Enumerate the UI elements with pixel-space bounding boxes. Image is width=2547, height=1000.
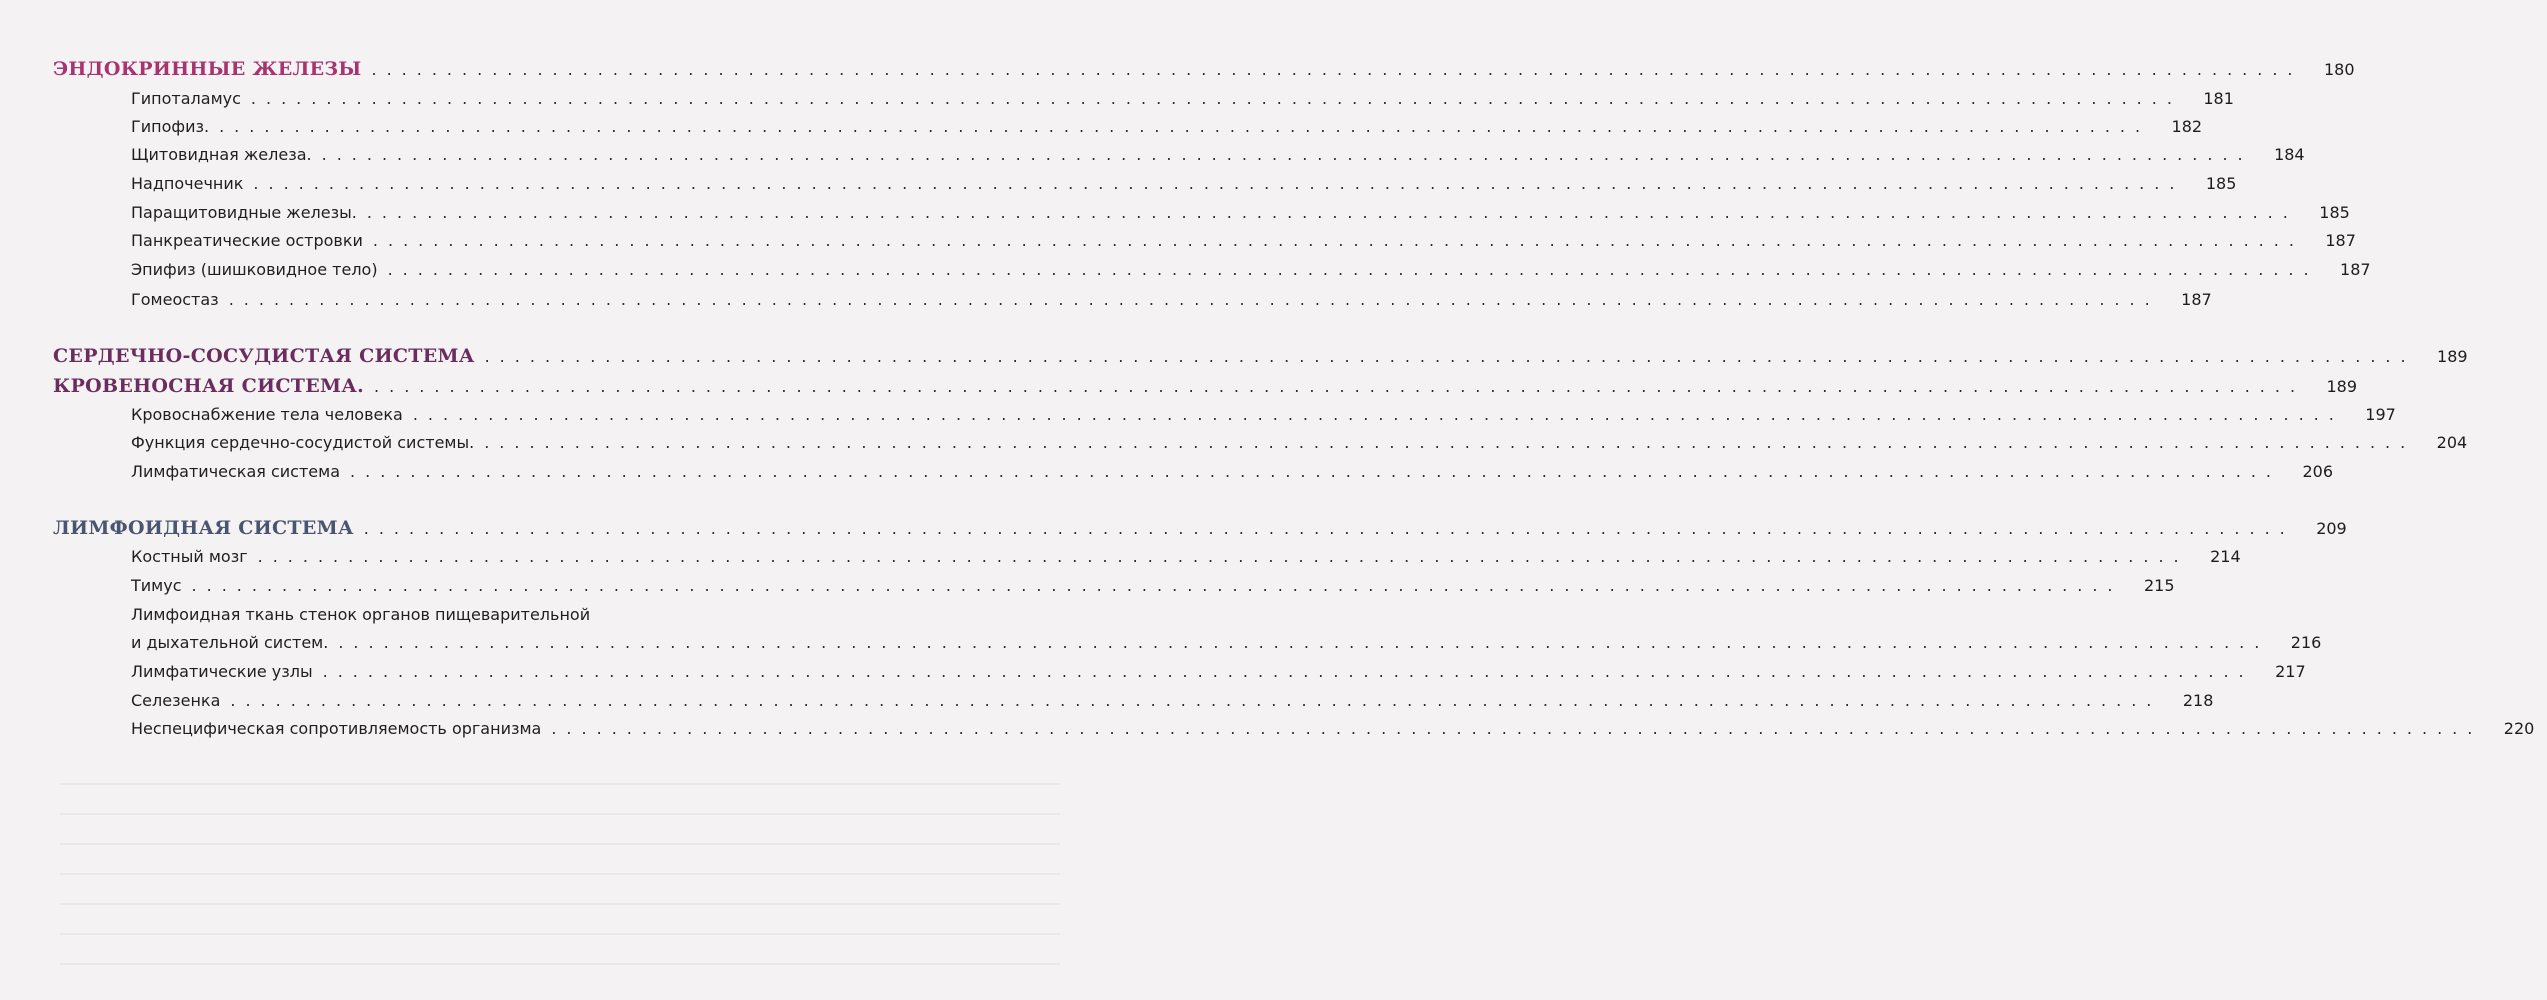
section-title: КРОВЕНОСНАЯ СИСТЕМА. [53, 375, 365, 397]
dot-leader: ................................................................................................................................ [412, 405, 2344, 424]
page-number: 185 [2205, 174, 2237, 193]
toc-item [0, 719, 2535, 738]
dot-leader: ................................................................................................................................ [484, 347, 2416, 366]
item-label: Надпочечник [131, 174, 244, 193]
page-number: 215 [2143, 576, 2175, 595]
page-number: 216 [2290, 633, 2322, 652]
item-label: Гипофиз. [131, 117, 210, 136]
page-number: 187 [2181, 290, 2212, 309]
item-label: Щитовидная железа. [131, 145, 312, 164]
item-label: Селезенка [131, 691, 221, 710]
dot-leader: ................................................................................................................................ [363, 519, 2295, 538]
item-label: Гомеостаз [131, 290, 219, 309]
toc-item [0, 662, 2306, 681]
dot-leader: ................................................................................................................................ [250, 89, 2182, 108]
toc-item [0, 117, 2203, 136]
toc-item [0, 290, 2212, 309]
toc-item [0, 462, 2334, 481]
page-number: 197 [2365, 405, 2396, 424]
section-title: ЭНДОКРИННЫЕ ЖЕЛЕЗЫ [53, 58, 362, 80]
item-label: Лимфатическая система [131, 462, 341, 481]
toc-section-blood [0, 375, 2358, 397]
dot-leader: ................................................................................................................................ [350, 462, 2282, 481]
page-number: 181 [2203, 89, 2234, 108]
toc-item [0, 145, 2305, 164]
dot-leader: ................................................................................................................................ [371, 60, 2303, 79]
item-label: и дыхательной систем. [131, 633, 329, 652]
section-title: ЛИМФОИДНАЯ СИСТЕМА [53, 517, 354, 539]
dot-leader: ................................................................................................................................ [228, 290, 2160, 309]
page-number: 189 [2437, 347, 2468, 366]
toc-item [0, 260, 2371, 279]
dot-leader: ................................................................................................................................ [321, 145, 2253, 164]
toc-item [0, 405, 2396, 424]
page-number: 187 [2340, 260, 2371, 279]
toc-item [0, 691, 2214, 710]
page-number: 187 [2325, 231, 2356, 250]
toc-item [0, 547, 2241, 566]
dot-leader: ................................................................................................................................ [374, 377, 2306, 396]
dot-leader: ................................................................................................................................ [230, 691, 2162, 710]
dot-leader: ................................................................................................................................ [387, 260, 2319, 279]
page-number: 209 [2316, 519, 2347, 538]
toc-item [0, 633, 2322, 652]
page-number: 184 [2274, 145, 2305, 164]
toc-section-lymphoid [0, 517, 2347, 539]
toc-item [0, 174, 2237, 193]
item-label: Эпифиз (шишковидное тело) [131, 260, 378, 279]
dot-leader: ................................................................................................................................ [191, 576, 2123, 595]
page-number: 220 [2503, 719, 2535, 738]
section-title: СЕРДЕЧНО-СОСУДИСТАЯ СИСТЕМА [53, 345, 475, 367]
dot-leader: ................................................................................................................................ [551, 719, 2483, 738]
dot-leader: ................................................................................................................................ [372, 231, 2304, 250]
item-label-line1: Лимфоидная ткань стенок органов пищеварительной [131, 605, 591, 624]
item-label: Паращитовидные железы. [131, 203, 357, 222]
item-label: Гипоталамус [131, 89, 241, 108]
toc-item [0, 89, 2234, 108]
item-label: Функция сердечно-сосудистой системы. [131, 433, 475, 452]
page-number: 182 [2171, 117, 2203, 136]
toc-item [0, 576, 2175, 595]
show-through-texture [60, 765, 1060, 965]
dot-leader: ................................................................................................................................ [338, 633, 2270, 652]
page-number: 206 [2302, 462, 2334, 481]
page-number: 217 [2275, 662, 2306, 681]
dot-leader: ................................................................................................................................ [484, 433, 2416, 452]
page-number: 189 [2326, 377, 2358, 396]
dot-leader: ................................................................................................................................ [322, 662, 2254, 681]
page-number: 214 [2210, 547, 2241, 566]
item-label: Панкреатические островки [131, 231, 363, 250]
page-number: 204 [2436, 433, 2468, 452]
toc-item [0, 231, 2356, 250]
dot-leader: ................................................................................................................................ [366, 203, 2298, 222]
page-number: 218 [2182, 691, 2214, 710]
item-label: Костный мозг [131, 547, 248, 566]
toc-section-endocrine [0, 58, 2355, 80]
page-number: 180 [2323, 60, 2355, 79]
dot-leader: ................................................................................................................................ [257, 547, 2189, 566]
dot-leader: ................................................................................................................................ [253, 174, 2185, 193]
page-number: 185 [2319, 203, 2350, 222]
item-label: Неспецифическая сопротивляемость организма [131, 719, 542, 738]
item-label: Тимус [131, 576, 182, 595]
item-label: Кровоснабжение тела человека [131, 405, 403, 424]
toc-section-cardio [0, 345, 2468, 367]
toc-item [0, 203, 2350, 222]
toc-item [0, 433, 2468, 452]
dot-leader: ................................................................................................................................ [219, 117, 2151, 136]
item-label: Лимфатические узлы [131, 662, 313, 681]
